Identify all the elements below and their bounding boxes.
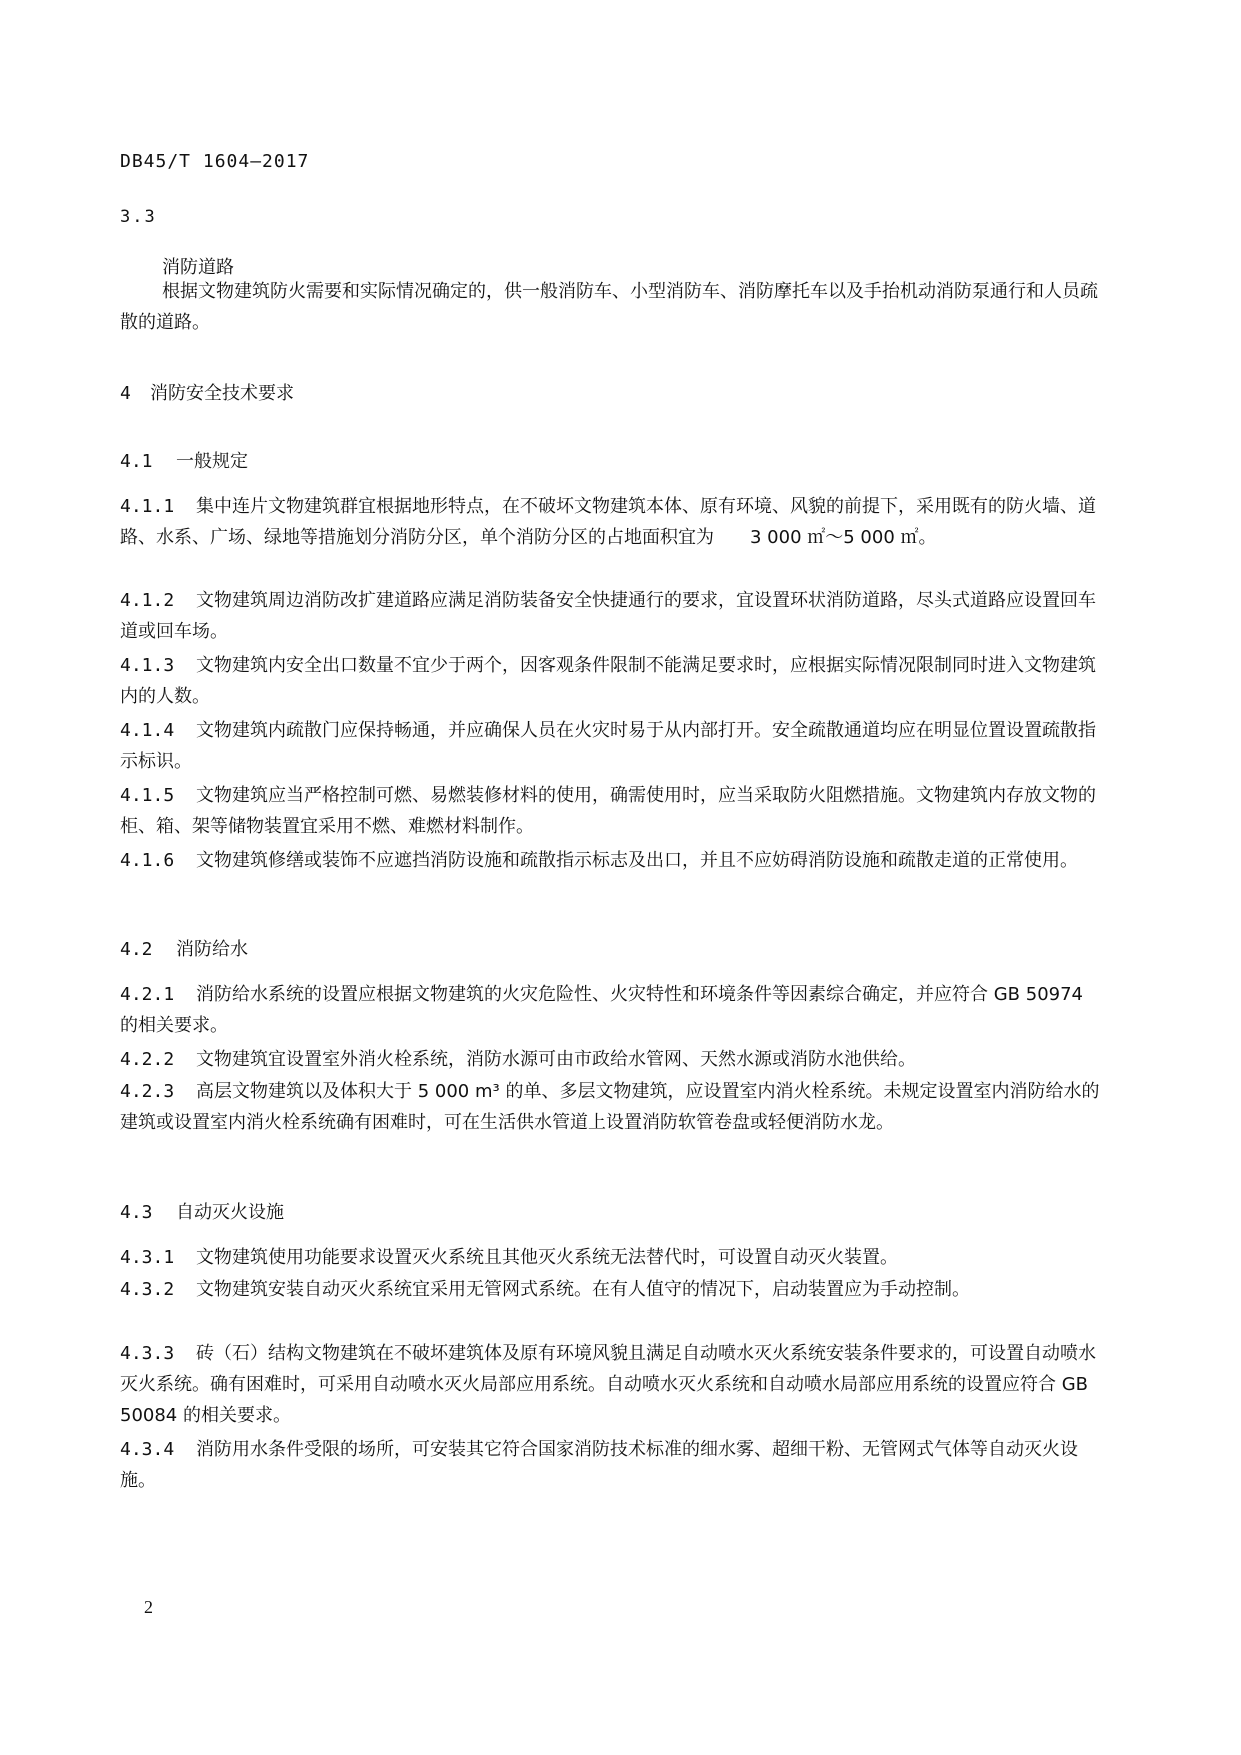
term-number: 3.3 [120,207,157,227]
clause-text: 文物建筑安装自动灭火系统宜采用无管网式系统。在有人值守的情况下，启动装置应为手动控制。 [196,1279,970,1300]
clause-4-2-1 [120,979,1101,1041]
clause-4-3-2 [120,1274,1101,1305]
clause-number: 4.1.3 [120,655,175,676]
clause-text: 消防用水条件受限的场所，可安装其它符合国家消防技术标准的细水雾、超细干粉、无管网式气体等自动灭火设施。 [120,1439,1078,1491]
section-number: 4.1 [120,451,153,472]
clause-number: 4.3.2 [120,1279,175,1300]
clause-number: 4.2.3 [120,1081,175,1102]
clause-text: 文物建筑宜设置室外消火栓系统，消防水源可由市政给水管网、天然水源或消防水池供给。 [196,1049,916,1070]
clause-text: 文物建筑内疏散门应保持畅通，并应确保人员在火灾时易于从内部打开。安全疏散通道均应在明显位置设置疏散指示标识。 [120,720,1096,772]
clause-4-1-5 [120,780,1101,842]
clause-4-1-1 [120,491,1101,553]
clause-number: 4.1.1 [120,496,175,517]
clause-text: 高层文物建筑以及体积大于 5 000 m³ 的单、多层文物建筑，应设置室内消火栓系统。未规定设置室内消防给水的建筑或设置室内消火栓系统确有困难时，可在生活供水管道上设置消防软管卷盘或轻便消防水龙。 [120,1081,1100,1133]
document-number-header: DB45/T 1604—2017 [120,151,310,172]
clause-4-3-3 [120,1338,1101,1431]
clause-number: 4.3.3 [120,1343,175,1364]
term-definition: 根据文物建筑防火需要和实际情况确定的，供一般消防车、小型消防车、消防摩托车以及手抬机动消防泵通行和人员疏散的道路。 [120,281,1098,333]
section-title: 自动灭火设施 [176,1202,284,1223]
section-4-2-heading [120,935,248,961]
clause-4-3-1 [120,1242,1101,1273]
section-number: 4.2 [120,939,153,960]
section-title: 消防给水 [176,939,248,960]
clause-4-3-4 [120,1434,1101,1496]
section-4-3-heading [120,1198,284,1224]
clause-number: 4.1.5 [120,785,175,806]
clause-text: 集中连片文物建筑群宜根据地形特点，在不破坏文物建筑本体、原有环境、风貌的前提下，采用既有的防火墙、道路、水系、广场、绿地等措施划分消防分区，单个消防分区的占地面积宜为 3 000 ㎡～5 000 ㎡。 [120,496,1096,548]
page-number: 2 [144,1597,153,1617]
clause-text: 文物建筑应当严格控制可燃、易燃装修材料的使用，确需使用时，应当采取防火阻燃措施。文物建筑内存放文物的柜、箱、架等储物装置宜采用不燃、难燃材料制作。 [120,785,1096,837]
clause-number: 4.2.1 [120,984,175,1005]
clause-4-1-3 [120,650,1101,712]
clause-number: 4.1.2 [120,590,175,611]
clause-number: 4.1.4 [120,720,175,741]
clause-4-2-3 [120,1076,1101,1138]
term-title: 消防道路 [162,257,234,278]
clause-text: 文物建筑修缮或装饰不应遮挡消防设施和疏散指示标志及出口，并且不应妨碍消防设施和疏散走道的正常使用。 [196,850,1078,871]
clause-4-1-6 [120,845,1101,876]
clause-text: 文物建筑内安全出口数量不宜少于两个，因客观条件限制不能满足要求时，应根据实际情况限制同时进入文物建筑内的人数。 [120,655,1096,707]
clause-text: 文物建筑周边消防改扩建道路应满足消防装备安全快捷通行的要求，宜设置环状消防道路，尽头式道路应设置回车道或回车场。 [120,590,1096,642]
chapter-title: 消防安全技术要求 [150,383,294,404]
clause-text: 文物建筑使用功能要求设置灭火系统且其他灭火系统无法替代时，可设置自动灭火装置。 [196,1247,898,1268]
clause-4-2-2 [120,1044,1101,1075]
clause-text: 消防给水系统的设置应根据文物建筑的火灾危险性、火灾特性和环境条件等因素综合确定，并应符合 GB 50974 的相关要求。 [120,984,1083,1036]
clause-4-1-4 [120,715,1101,777]
section-4-1-heading [120,447,248,473]
clause-number: 4.3.4 [120,1439,175,1460]
chapter-number: 4 [120,383,131,404]
section-number: 4.3 [120,1202,153,1223]
section-title: 一般规定 [176,451,248,472]
clause-number: 4.3.1 [120,1247,175,1268]
clause-number: 4.2.2 [120,1049,175,1070]
clause-4-1-2 [120,585,1101,647]
chapter-4-heading [120,379,294,405]
clause-number: 4.1.6 [120,850,175,871]
clause-text: 砖（石）结构文物建筑在不破坏建筑体及原有环境风貌且满足自动喷水灭火系统安装条件要求的，可设置自动喷水灭火系统。确有困难时，可采用自动喷水灭火局部应用系统。自动喷水灭火系统和自动喷水局部应用系统的设置应符合 GB 50084 的相关要求。 [120,1343,1096,1426]
